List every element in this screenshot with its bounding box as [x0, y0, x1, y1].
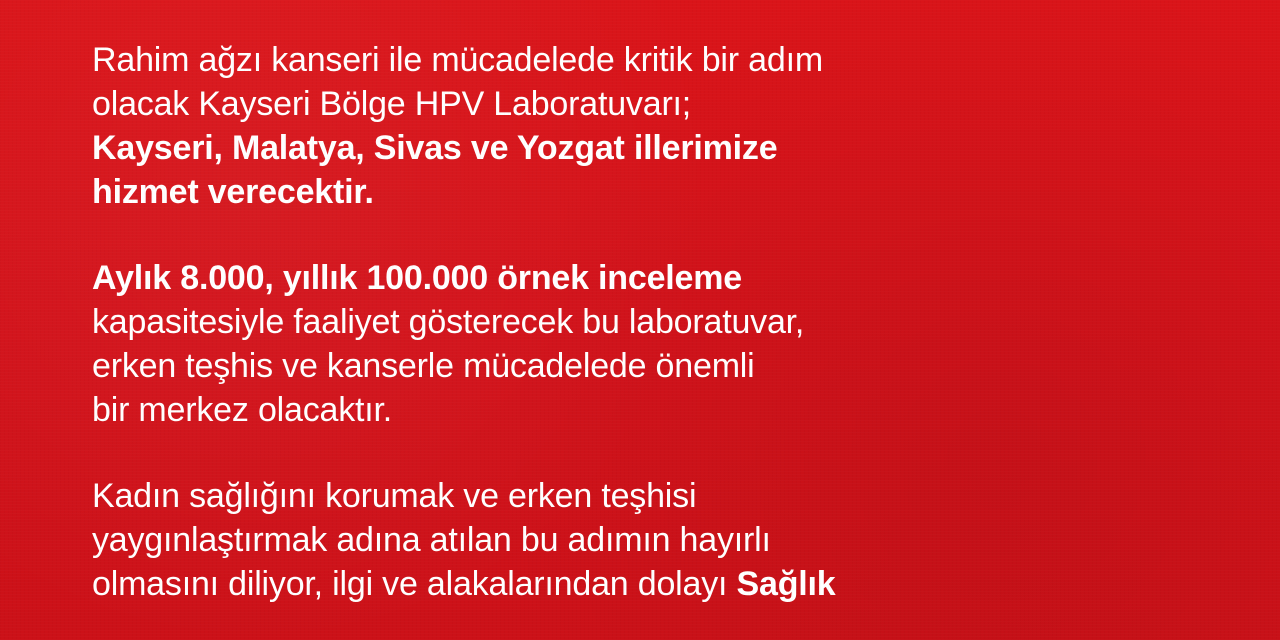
text-segment: bir merkez olacaktır.	[92, 391, 393, 429]
text-segment: kapasitesiyle faaliyet gösterecek bu laboratuvar,	[92, 303, 805, 341]
text-segment: Rahim ağzı kanseri ile mücadelede kritik bir adım	[92, 41, 823, 79]
text-segment: olmasını diliyor, ilgi ve alakalarından dolayı	[92, 565, 737, 603]
text-line	[92, 126, 1160, 170]
text-segment: Kadın sağlığını korumak ve erken teşhisi	[92, 477, 697, 515]
text-line	[92, 474, 1160, 518]
text-segment-bold: hizmet verecektir.	[92, 173, 374, 211]
text-segment-bold: Kayseri, Malatya, Sivas ve Yozgat illerimize	[92, 129, 778, 167]
text-line	[92, 256, 1160, 300]
text-line	[92, 518, 1160, 562]
text-line	[92, 300, 1160, 344]
text-line	[92, 344, 1160, 388]
paragraph-2	[92, 256, 1160, 432]
text-segment: olacak Kayseri Bölge HPV Laboratuvarı;	[92, 85, 692, 123]
paragraph-3	[92, 474, 1160, 606]
text-segment-bold: Aylık 8.000, yıllık 100.000 örnek inceleme	[92, 259, 742, 297]
text-segment: yaygınlaştırmak adına atılan bu adımın hayırlı	[92, 521, 771, 559]
text-line	[92, 170, 1160, 214]
announcement-text	[92, 38, 1160, 606]
text-line	[92, 82, 1160, 126]
text-segment-bold: Sağlık	[736, 565, 836, 603]
text-line	[92, 388, 1160, 432]
text-segment: erken teşhis ve kanserle mücadelede önemli	[92, 347, 755, 385]
paragraph-1	[92, 38, 1160, 214]
text-line	[92, 38, 1160, 82]
text-line	[92, 562, 1160, 606]
